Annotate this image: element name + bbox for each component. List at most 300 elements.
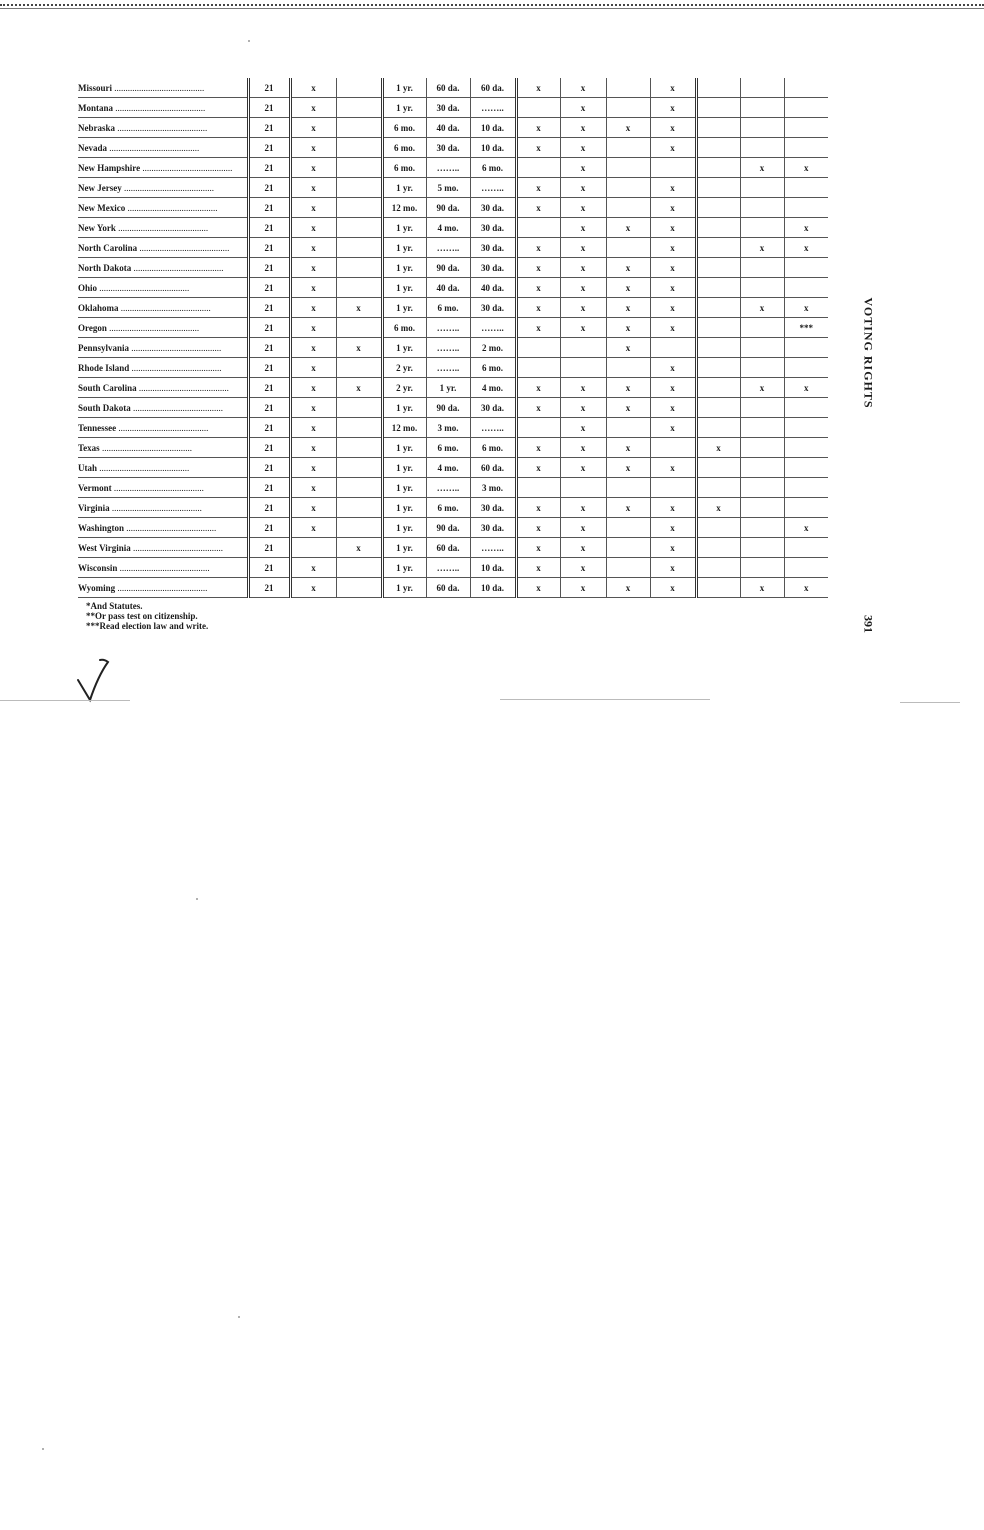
table-cell: x bbox=[606, 398, 650, 418]
dot-leader: ........................................ bbox=[97, 462, 190, 473]
table-cell: 21 bbox=[248, 278, 290, 298]
table-cell bbox=[740, 538, 784, 558]
table-cell: x bbox=[740, 158, 784, 178]
table-cell: x bbox=[516, 138, 560, 158]
table-cell bbox=[696, 318, 740, 338]
table-cell: x bbox=[740, 298, 784, 318]
dot-leader: ........................................ bbox=[111, 482, 204, 493]
table-cell: x bbox=[784, 238, 828, 258]
state-name-cell: South Dakota ........................................ bbox=[78, 398, 248, 418]
table-cell: 60 da. bbox=[470, 78, 516, 98]
table-cell bbox=[740, 418, 784, 438]
table-cell bbox=[740, 358, 784, 378]
table-cell: 30 da. bbox=[470, 518, 516, 538]
table-cell bbox=[336, 218, 382, 238]
table-cell: x bbox=[516, 198, 560, 218]
table-cell: 30 da. bbox=[470, 498, 516, 518]
table-cell: x bbox=[650, 538, 696, 558]
table-cell bbox=[696, 158, 740, 178]
dot-leader: ........................................ bbox=[112, 82, 205, 93]
table-cell: x bbox=[290, 78, 336, 98]
state-name-cell: West Virginia ........................................ bbox=[78, 538, 248, 558]
table-cell: 12 mo. bbox=[382, 198, 426, 218]
table-cell: x bbox=[516, 258, 560, 278]
table-cell bbox=[696, 358, 740, 378]
table-cell: 1 yr. bbox=[382, 578, 426, 598]
state-name-cell: New Mexico ........................................ bbox=[78, 198, 248, 218]
table-row bbox=[78, 298, 828, 318]
table-cell: x bbox=[290, 398, 336, 418]
table-cell bbox=[784, 198, 828, 218]
table-cell bbox=[516, 418, 560, 438]
table-cell: x bbox=[784, 218, 828, 238]
table-cell bbox=[606, 158, 650, 178]
table-cell bbox=[696, 118, 740, 138]
table-cell: 1 yr. bbox=[382, 498, 426, 518]
table-cell bbox=[740, 338, 784, 358]
table-cell: 6 mo. bbox=[470, 158, 516, 178]
table-cell: x bbox=[516, 578, 560, 598]
table-cell bbox=[606, 538, 650, 558]
table-cell: 21 bbox=[248, 138, 290, 158]
table-cell: x bbox=[606, 338, 650, 358]
page-number: 391 bbox=[861, 615, 876, 633]
table-cell: 1 yr. bbox=[382, 298, 426, 318]
table-cell bbox=[336, 478, 382, 498]
table-cell: x bbox=[290, 558, 336, 578]
dot-leader: ........................................ bbox=[129, 362, 222, 373]
table-cell bbox=[516, 218, 560, 238]
table-cell: …….. bbox=[426, 318, 470, 338]
table-cell: x bbox=[784, 298, 828, 318]
dot-leader: ........................................ bbox=[109, 502, 202, 513]
table-cell: x bbox=[290, 198, 336, 218]
table-cell: 1 yr. bbox=[382, 558, 426, 578]
table-cell: …….. bbox=[470, 418, 516, 438]
table-cell: …….. bbox=[470, 538, 516, 558]
table-cell bbox=[606, 238, 650, 258]
state-name-cell: Wisconsin ........................................ bbox=[78, 558, 248, 578]
table-cell: 90 da. bbox=[426, 398, 470, 418]
table-cell: 4 mo. bbox=[470, 378, 516, 398]
table-cell: x bbox=[516, 318, 560, 338]
table-row bbox=[78, 158, 828, 178]
table-cell: 2 yr. bbox=[382, 358, 426, 378]
state-name-cell: Oklahoma ........................................ bbox=[78, 298, 248, 318]
table-cell bbox=[696, 238, 740, 258]
table-cell bbox=[336, 238, 382, 258]
table-cell bbox=[516, 478, 560, 498]
table-cell: x bbox=[290, 578, 336, 598]
table-cell: x bbox=[650, 298, 696, 318]
table-cell: x bbox=[516, 178, 560, 198]
table-cell: x bbox=[290, 158, 336, 178]
table-row bbox=[78, 178, 828, 198]
table-cell: x bbox=[290, 118, 336, 138]
table-cell: 21 bbox=[248, 418, 290, 438]
table-row bbox=[78, 138, 828, 158]
table-cell: 4 mo. bbox=[426, 458, 470, 478]
table-cell bbox=[740, 118, 784, 138]
table-cell: 30 da. bbox=[470, 258, 516, 278]
state-name-cell: Pennsylvania ........................................ bbox=[78, 338, 248, 358]
table-cell bbox=[336, 178, 382, 198]
state-name-cell: Vermont ........................................ bbox=[78, 478, 248, 498]
table-cell: x bbox=[290, 358, 336, 378]
table-cell: 1 yr. bbox=[382, 458, 426, 478]
table-cell: x bbox=[650, 378, 696, 398]
table-cell bbox=[336, 398, 382, 418]
table-cell bbox=[336, 98, 382, 118]
state-name-cell: Montana ........................................ bbox=[78, 98, 248, 118]
table-cell: x bbox=[290, 378, 336, 398]
table-cell: x bbox=[290, 518, 336, 538]
state-name-cell: North Carolina ........................................ bbox=[78, 238, 248, 258]
side-title: VOTING RIGHTS bbox=[861, 297, 876, 409]
dot-leader: ........................................ bbox=[113, 102, 206, 113]
table-cell: 2 yr. bbox=[382, 378, 426, 398]
table-cell bbox=[606, 78, 650, 98]
table-cell: x bbox=[560, 518, 606, 538]
table-row bbox=[78, 418, 828, 438]
table-cell: x bbox=[606, 458, 650, 478]
table-cell: x bbox=[650, 218, 696, 238]
table-cell bbox=[336, 438, 382, 458]
state-name-cell: Utah ........................................ bbox=[78, 458, 248, 478]
table-cell bbox=[336, 118, 382, 138]
table-cell: x bbox=[560, 298, 606, 318]
table-cell bbox=[740, 458, 784, 478]
table-cell bbox=[696, 578, 740, 598]
state-name-cell: North Dakota ........................................ bbox=[78, 258, 248, 278]
table-cell: x bbox=[516, 78, 560, 98]
table-cell: x bbox=[516, 438, 560, 458]
table-cell bbox=[696, 298, 740, 318]
table-row bbox=[78, 278, 828, 298]
table-row bbox=[78, 198, 828, 218]
table-cell: x bbox=[290, 98, 336, 118]
table-cell: 60 da. bbox=[470, 458, 516, 478]
table-cell: 6 mo. bbox=[382, 118, 426, 138]
table-cell bbox=[336, 558, 382, 578]
table-cell bbox=[336, 518, 382, 538]
table-cell: x bbox=[606, 318, 650, 338]
table-cell: 60 da. bbox=[426, 538, 470, 558]
footnotes bbox=[86, 601, 208, 631]
footnote-2: **Or pass test on citizenship. bbox=[86, 611, 198, 621]
dot-leader: ........................................ bbox=[131, 262, 224, 273]
table-cell bbox=[784, 78, 828, 98]
table-cell: x bbox=[290, 478, 336, 498]
table-cell: x bbox=[606, 278, 650, 298]
table-cell: x bbox=[560, 558, 606, 578]
table-cell bbox=[740, 258, 784, 278]
table-cell: x bbox=[290, 318, 336, 338]
table-cell bbox=[650, 438, 696, 458]
table-cell: x bbox=[560, 438, 606, 458]
table-cell: x bbox=[290, 258, 336, 278]
table-cell: 21 bbox=[248, 298, 290, 318]
table-cell bbox=[740, 278, 784, 298]
table-cell bbox=[696, 218, 740, 238]
voting-rights-table bbox=[78, 78, 828, 598]
table-cell: 30 da. bbox=[470, 398, 516, 418]
table-cell: 5 mo. bbox=[426, 178, 470, 198]
table-row bbox=[78, 438, 828, 458]
table-cell: …….. bbox=[426, 358, 470, 378]
table-cell: 21 bbox=[248, 458, 290, 478]
table-cell bbox=[560, 338, 606, 358]
table-cell: x bbox=[290, 218, 336, 238]
table-cell: …….. bbox=[426, 338, 470, 358]
table-cell bbox=[336, 458, 382, 478]
table-row bbox=[78, 538, 828, 558]
table-cell: x bbox=[650, 178, 696, 198]
table-cell bbox=[784, 498, 828, 518]
table-cell: 30 da. bbox=[426, 98, 470, 118]
table-cell: x bbox=[516, 558, 560, 578]
table-cell: 6 mo. bbox=[470, 438, 516, 458]
table-cell: x bbox=[560, 178, 606, 198]
table-cell: x bbox=[606, 298, 650, 318]
table-cell bbox=[606, 478, 650, 498]
scan-artifact-line bbox=[0, 700, 130, 701]
table-cell: x bbox=[290, 498, 336, 518]
table-cell: 1 yr. bbox=[382, 518, 426, 538]
table-cell: 21 bbox=[248, 178, 290, 198]
table-cell bbox=[784, 418, 828, 438]
table-cell bbox=[336, 258, 382, 278]
table-cell bbox=[696, 78, 740, 98]
table-cell bbox=[336, 138, 382, 158]
state-name-cell: Texas ........................................ bbox=[78, 438, 248, 458]
handwritten-check-mark bbox=[74, 656, 134, 704]
table-row bbox=[78, 118, 828, 138]
table-cell: x bbox=[516, 278, 560, 298]
table-cell: 21 bbox=[248, 158, 290, 178]
table-cell bbox=[784, 98, 828, 118]
table-cell bbox=[336, 358, 382, 378]
table-cell bbox=[696, 278, 740, 298]
table-cell: x bbox=[650, 418, 696, 438]
table-cell bbox=[784, 118, 828, 138]
table-cell bbox=[696, 558, 740, 578]
table-cell: x bbox=[290, 338, 336, 358]
table-cell bbox=[606, 518, 650, 538]
table-cell bbox=[516, 98, 560, 118]
table-cell: 6 mo. bbox=[382, 318, 426, 338]
table-cell: x bbox=[650, 498, 696, 518]
table-row bbox=[78, 338, 828, 358]
table-cell bbox=[784, 338, 828, 358]
dot-leader: ........................................ bbox=[115, 122, 208, 133]
table-cell: 1 yr. bbox=[382, 278, 426, 298]
table-cell: 1 yr. bbox=[382, 98, 426, 118]
footnote-1: *And Statutes. bbox=[86, 601, 143, 611]
table-cell: 21 bbox=[248, 118, 290, 138]
table-cell: 6 mo. bbox=[470, 358, 516, 378]
table-cell: 30 da. bbox=[470, 198, 516, 218]
table-cell: x bbox=[740, 238, 784, 258]
table-cell: x bbox=[606, 218, 650, 238]
table-cell: x bbox=[336, 298, 382, 318]
table-cell: 1 yr. bbox=[382, 78, 426, 98]
table-cell bbox=[696, 398, 740, 418]
table-cell bbox=[516, 338, 560, 358]
dot-leader: ........................................ bbox=[116, 422, 209, 433]
table-cell: 60 da. bbox=[426, 78, 470, 98]
table-cell bbox=[740, 478, 784, 498]
table-cell: 30 da. bbox=[470, 298, 516, 318]
table-cell bbox=[650, 158, 696, 178]
table-cell bbox=[740, 398, 784, 418]
table-cell: x bbox=[650, 258, 696, 278]
table-cell: 40 da. bbox=[470, 278, 516, 298]
table-cell bbox=[516, 158, 560, 178]
table-cell: x bbox=[290, 298, 336, 318]
table-cell: 21 bbox=[248, 318, 290, 338]
table-cell: x bbox=[606, 578, 650, 598]
table-cell: 30 da. bbox=[470, 218, 516, 238]
table-cell: 10 da. bbox=[470, 138, 516, 158]
table-cell: x bbox=[650, 118, 696, 138]
dot-leader: ........................................ bbox=[106, 322, 200, 333]
table-cell: …….. bbox=[426, 558, 470, 578]
table-cell bbox=[696, 478, 740, 498]
table-cell: x bbox=[560, 498, 606, 518]
table-cell bbox=[696, 178, 740, 198]
table-cell: x bbox=[290, 438, 336, 458]
table-cell: x bbox=[516, 298, 560, 318]
table-row bbox=[78, 238, 828, 258]
table-cell: x bbox=[516, 378, 560, 398]
table-row bbox=[78, 578, 828, 598]
table-cell: 1 yr. bbox=[382, 338, 426, 358]
table-cell bbox=[740, 98, 784, 118]
table-cell bbox=[696, 198, 740, 218]
table-cell: x bbox=[560, 318, 606, 338]
table-cell: x bbox=[290, 178, 336, 198]
table-cell: x bbox=[650, 98, 696, 118]
dot-leader: ........................................ bbox=[118, 302, 211, 313]
table-cell: x bbox=[560, 238, 606, 258]
table-cell: x bbox=[650, 398, 696, 418]
table-cell: 3 mo. bbox=[470, 478, 516, 498]
table-cell bbox=[784, 478, 828, 498]
table-cell: 1 yr. bbox=[382, 218, 426, 238]
table-cell: 21 bbox=[248, 258, 290, 278]
table-cell: *** bbox=[784, 318, 828, 338]
table-cell: 1 yr. bbox=[382, 398, 426, 418]
dot-leader: ........................................ bbox=[124, 522, 217, 533]
table-cell bbox=[606, 418, 650, 438]
scan-speck bbox=[196, 898, 198, 900]
table-cell: x bbox=[516, 118, 560, 138]
table-cell: x bbox=[784, 578, 828, 598]
table-cell: x bbox=[650, 238, 696, 258]
table-cell: x bbox=[650, 78, 696, 98]
table-cell: 21 bbox=[248, 578, 290, 598]
dot-leader: ........................................ bbox=[136, 382, 229, 393]
dot-leader: ........................................ bbox=[121, 182, 214, 193]
table-cell: x bbox=[290, 138, 336, 158]
table-cell: 40 da. bbox=[426, 278, 470, 298]
table-row bbox=[78, 218, 828, 238]
table-cell: 21 bbox=[248, 378, 290, 398]
dot-leader: ........................................ bbox=[115, 582, 208, 593]
top-rule bbox=[0, 8, 984, 9]
table-cell: x bbox=[740, 578, 784, 598]
table-cell: 40 da. bbox=[426, 118, 470, 138]
table-cell: 21 bbox=[248, 438, 290, 458]
table-cell: x bbox=[290, 418, 336, 438]
table-cell bbox=[336, 318, 382, 338]
table-cell: 1 yr. bbox=[382, 538, 426, 558]
table-cell: 90 da. bbox=[426, 258, 470, 278]
table-cell bbox=[336, 278, 382, 298]
table-cell: x bbox=[290, 238, 336, 258]
table-cell: x bbox=[290, 458, 336, 478]
table-cell bbox=[740, 198, 784, 218]
table-cell: …….. bbox=[470, 318, 516, 338]
table-cell: …….. bbox=[470, 178, 516, 198]
table-cell: 1 yr. bbox=[426, 378, 470, 398]
table-cell: 90 da. bbox=[426, 518, 470, 538]
table-cell: x bbox=[336, 338, 382, 358]
table-cell bbox=[696, 378, 740, 398]
table-cell bbox=[784, 258, 828, 278]
table-cell: x bbox=[696, 498, 740, 518]
table-cell: x bbox=[650, 198, 696, 218]
table-cell bbox=[740, 558, 784, 578]
table-cell bbox=[696, 538, 740, 558]
table-cell bbox=[336, 158, 382, 178]
table-row bbox=[78, 98, 828, 118]
table-cell bbox=[784, 138, 828, 158]
table-cell: x bbox=[560, 398, 606, 418]
table-row bbox=[78, 478, 828, 498]
table-cell: x bbox=[560, 98, 606, 118]
table-cell bbox=[784, 278, 828, 298]
table-cell: 21 bbox=[248, 538, 290, 558]
table-cell: 1 yr. bbox=[382, 478, 426, 498]
table-cell: 2 mo. bbox=[470, 338, 516, 358]
table-cell: x bbox=[650, 518, 696, 538]
table-cell: x bbox=[606, 438, 650, 458]
table-cell bbox=[650, 478, 696, 498]
table-cell: 10 da. bbox=[470, 578, 516, 598]
table-cell: x bbox=[696, 438, 740, 458]
table-cell: 60 da. bbox=[426, 578, 470, 598]
table-cell bbox=[784, 538, 828, 558]
table-cell: x bbox=[650, 278, 696, 298]
scan-speck bbox=[42, 1448, 44, 1450]
table-cell: 90 da. bbox=[426, 198, 470, 218]
table-cell bbox=[336, 418, 382, 438]
table-cell: 1 yr. bbox=[382, 238, 426, 258]
table-cell: …….. bbox=[426, 478, 470, 498]
table-cell: 21 bbox=[248, 78, 290, 98]
table-row bbox=[78, 558, 828, 578]
table-cell: x bbox=[336, 538, 382, 558]
table-cell: x bbox=[560, 378, 606, 398]
table-cell: 21 bbox=[248, 98, 290, 118]
table-cell bbox=[784, 558, 828, 578]
table-cell bbox=[290, 538, 336, 558]
table-cell: x bbox=[560, 278, 606, 298]
state-name-cell: Ohio ........................................ bbox=[78, 278, 248, 298]
state-name-cell: Nevada ........................................ bbox=[78, 138, 248, 158]
